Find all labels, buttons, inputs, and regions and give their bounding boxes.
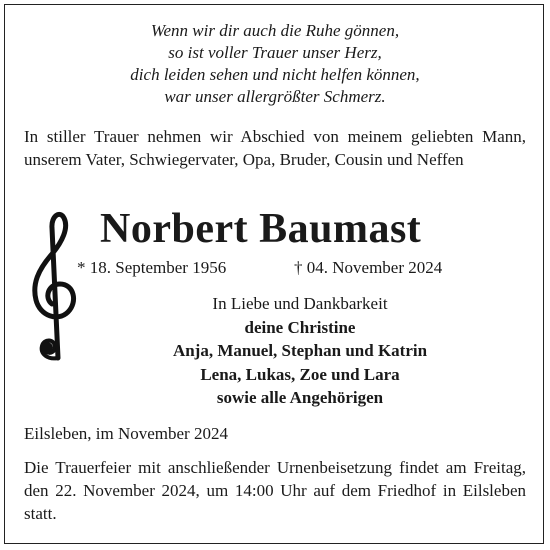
service-info: Die Trauerfeier mit anschließender Urnenbeisetzung findet am Freitag, den 22. November 2024, um 14:00 Uhr auf dem Friedhof in Eilsleben statt.: [24, 458, 526, 523]
poem-line-1: Wenn wir dir auch die Ruhe gönnen,: [150, 21, 400, 40]
place-date: Eilsleben, im November 2024: [24, 424, 228, 443]
intro-text: In stiller Trauer nehmen wir Abschied von meinem geliebten Mann, unserem Vater, Schwiegervater, Opa, Bruder, Cousin und Neffen: [24, 127, 526, 169]
poem-line-4: war unser allergrößter Schmerz.: [164, 87, 386, 106]
mourner-line: Lena, Lukas, Zoe und Lara: [200, 364, 400, 384]
mourner-line: Anja, Manuel, Stephan und Katrin: [172, 341, 428, 360]
mourner-line: sowie alle Angehörigen: [216, 388, 384, 407]
mourner-line: deine Christine: [244, 317, 356, 337]
death-date: † 04. November 2024: [294, 258, 443, 277]
mourners-block: [100, 292, 500, 410]
poem-line-3: dich leiden sehen und nicht helfen können,: [130, 65, 420, 84]
treble-clef-icon: [28, 208, 84, 368]
poem-line-2: so ist voller Trauer unser Herz,: [168, 43, 382, 62]
poem: [24, 20, 526, 108]
deceased-name: Norbert Baumast: [100, 206, 422, 252]
mourners-lead: In Liebe und Dankbarkeit: [212, 294, 388, 313]
birth-date: * 18. September 1956: [77, 258, 227, 277]
